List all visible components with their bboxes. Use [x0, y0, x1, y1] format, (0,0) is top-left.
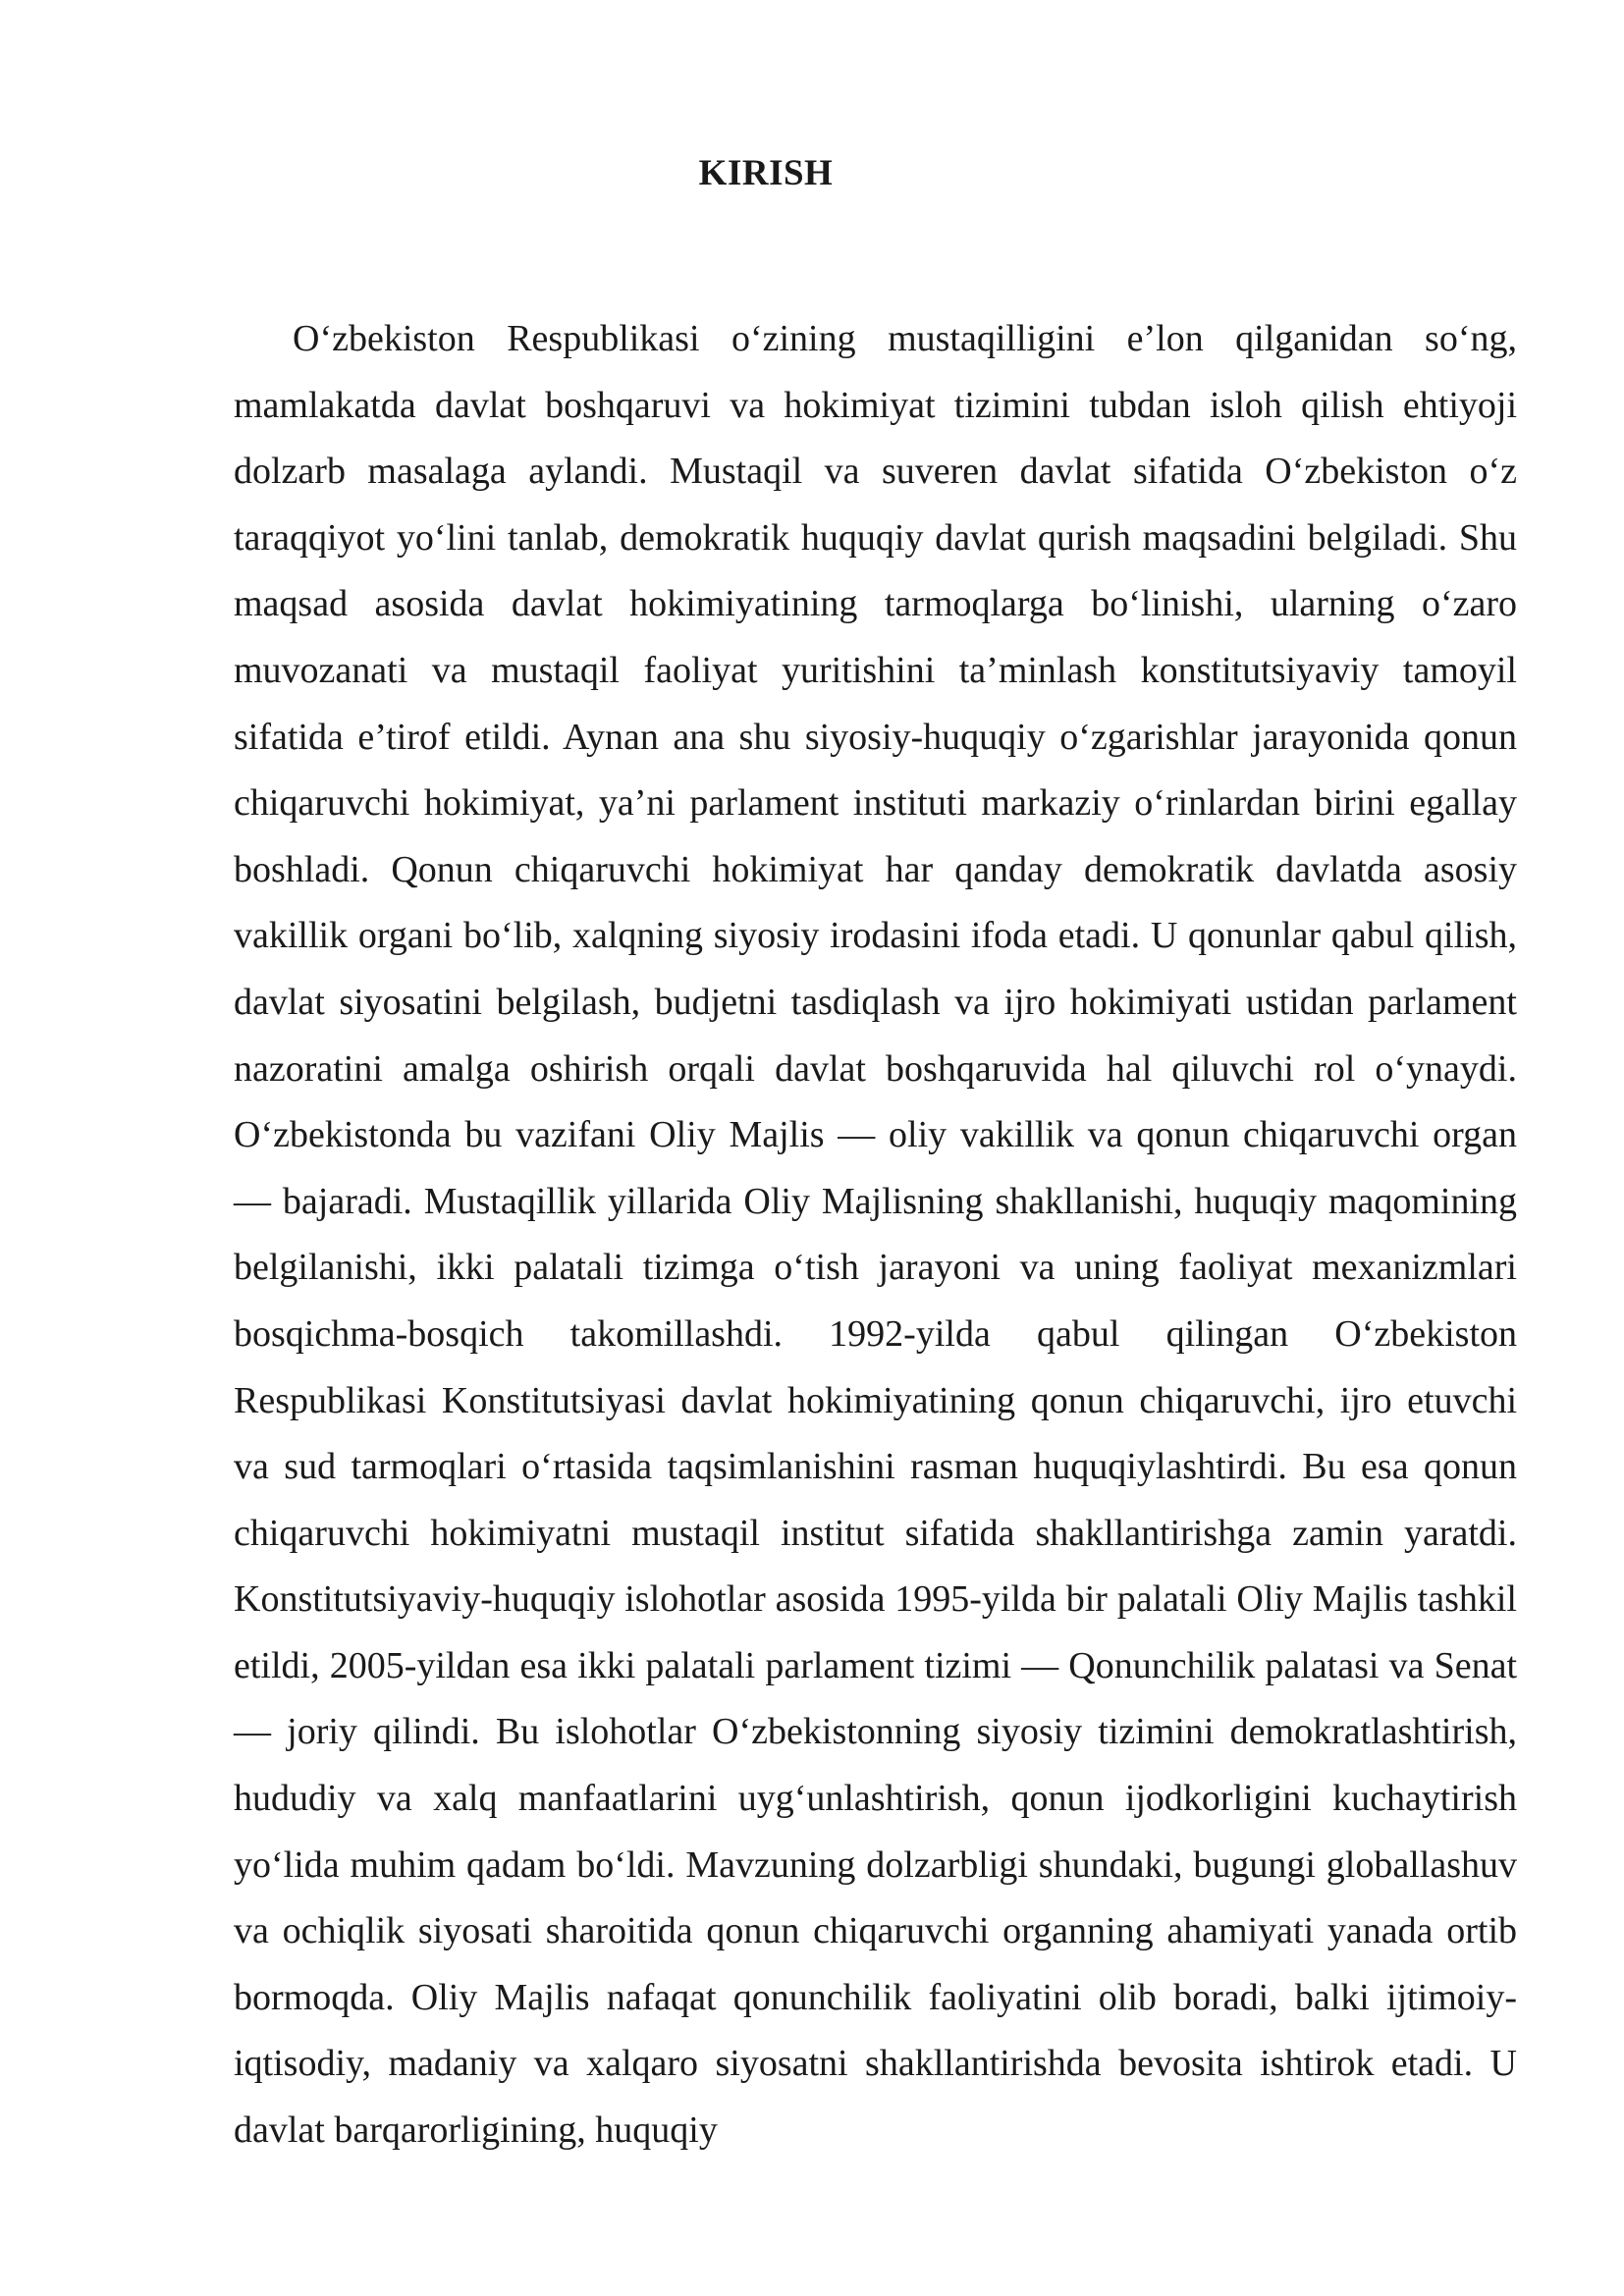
page-title: KIRISH: [698, 153, 834, 193]
body-paragraph: O‘zbekiston Respublikasi o‘zining mustaqilligini e’lon qilganidan so‘ng, mamlakatda davlat boshqaruvi va hokimiyat tizimini tubdan isloh qilish ehtiyoji dolzarb masalaga aylandi. Mustaqil va suveren davlat sifatida O‘zbekiston o‘z taraqqiyot yo‘lini tanlab, demokratik huquqiy davlat qurish maqsadini belgiladi. Shu maqsad asosida davlat hokimiyatining tarmoqlarga bo‘linishi, ularning o‘zaro muvozanati va mustaqil faoliyat yuritishini ta’minlash konstitutsiyaviy tamoyil sifatida e’tirof etildi. Aynan ana shu siyosiy-huquqiy o‘zgarishlar jarayonida qonun chiqaruvchi hokimiyat, ya’ni parlament instituti markaziy o‘rinlardan birini egallay boshladi. Qonun chiqaruvchi hokimiyat har qanday demokratik davlatda asosiy vakillik organi bo‘lib, xalqning siyosiy irodasini ifoda etadi. U qonunlar qabul qilish, davlat siyosatini belgilash, budjetni tasdiqlash va ijro hokimiyati ustidan parlament nazoratini amalga oshirish orqali davlat boshqaruvida hal qiluvchi rol o‘ynaydi. O‘zbekistonda bu vazifani Oliy Majlis — oliy vakillik va qonun chiqaruvchi organ — bajaradi. Mustaqillik yillarida Oliy Majlisning shakllanishi, huquqiy maqomining belgilanishi, ikki palatali tizimga o‘tish jarayoni va uning faoliyat mexanizmlari bosqichma-bosqich takomillashdi. 1992-yilda qabul qilingan O‘zbekiston Respublikasi Konstitutsiyasi davlat hokimiyatining qonun chiqaruvchi, ijro etuvchi va sud tarmoqlari o‘rtasida taqsimlanishini rasman huquqiylashtirdi. Bu esa qonun chiqaruvchi hokimiyatni mustaqil institut sifatida shakllantirishga zamin yaratdi. Konstitutsiyaviy-huquqiy islohotlar asosida 1995-yilda bir palatali Oliy Majlis tashkil etildi, 2005-yildan esa ikki palatali parlament tizimi — Qonunchilik palatasi va Senat — joriy qilindi. Bu islohotlar O‘zbekistonning siyosiy tizimini demokratlashtirish, hududiy va xalq manfaatlarini uyg‘unlashtirish, qonun ijodkorligini kuchaytirish yo‘lida muhim qadam bo‘ldi. Mavzuning dolzarbligi shundaki, bugungi globallashuv va ochiqlik siyosati sharoitida qonun chiqaruvchi organning ahamiyati yanada ortib bormoqda. Oliy Majlis nafaqat qonunchilik faoliyatini olib boradi, balki ijtimoiy-iqtisodiy, madaniy va xalqaro siyosatni shakllantirishda bevosita ishtirok etadi. U davlat barqarorligining, huquqiy: [234, 318, 1517, 2152]
